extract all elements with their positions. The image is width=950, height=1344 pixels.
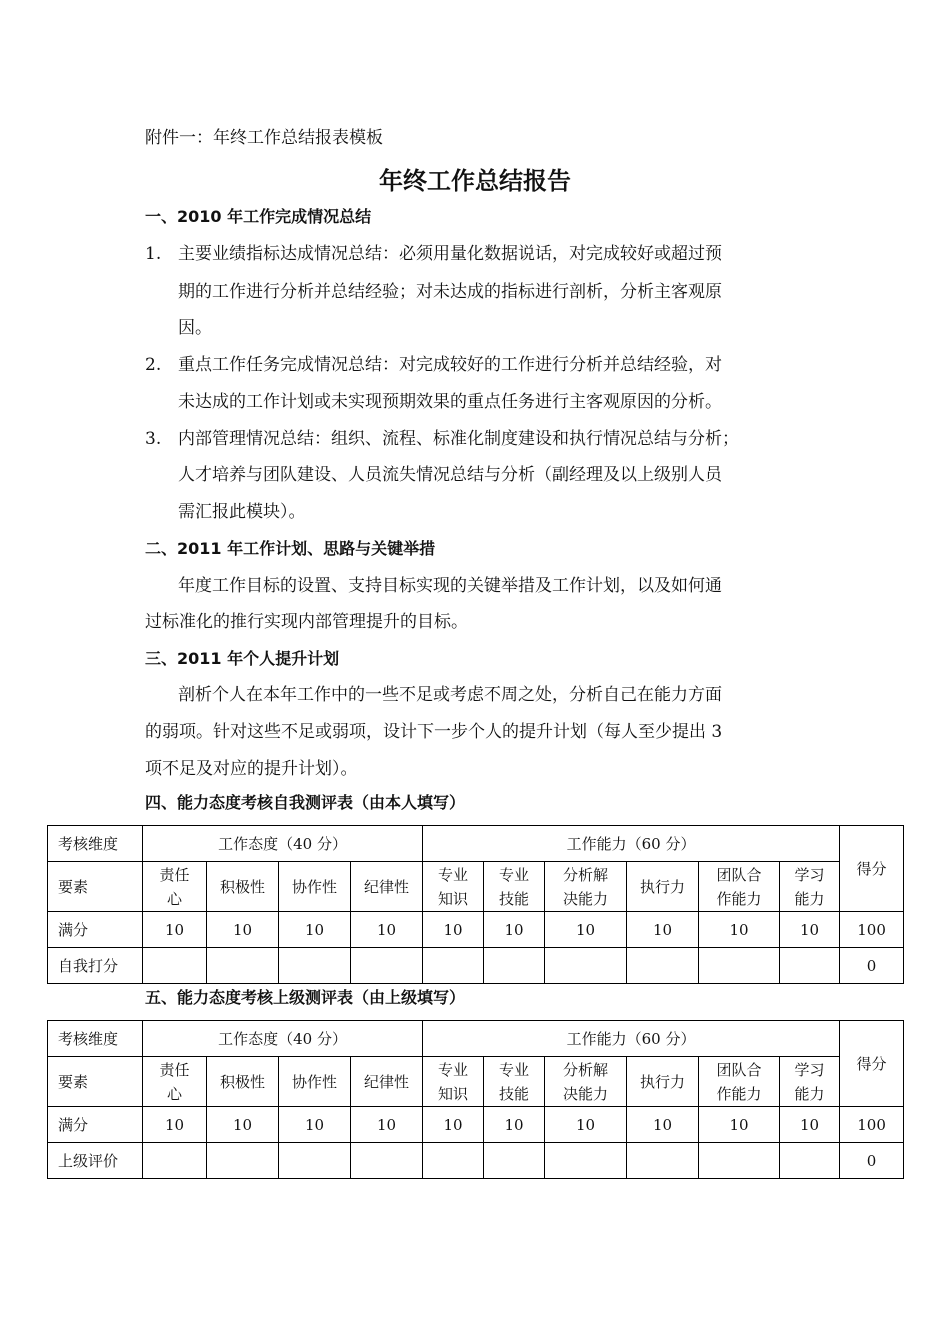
full-score-cell: 10 xyxy=(699,1107,780,1143)
element-problem-solving xyxy=(545,1057,627,1107)
element-text: 协作性 xyxy=(291,877,337,896)
attachment-label: 附件一：年终工作总结报表模板 xyxy=(145,128,383,148)
element-text: 能力 xyxy=(794,1084,825,1103)
element-text: 知识 xyxy=(438,1084,469,1103)
item2-line1: 重点工作任务完成情况总结：对完成较好的工作进行分析并总结经验，对 xyxy=(178,355,722,375)
page-title: 年终工作总结报告 xyxy=(379,167,571,195)
self-rating-label: 自我打分 xyxy=(48,948,143,984)
element-text: 专业 xyxy=(438,865,469,884)
element-professional-skills xyxy=(484,1057,545,1107)
score-header: 得分 xyxy=(840,826,904,912)
ability-header: 工作能力（60 分） xyxy=(423,1021,840,1057)
rating-cell[interactable] xyxy=(545,948,627,984)
full-score-cell: 10 xyxy=(699,912,780,948)
element-text: 积极性 xyxy=(219,877,265,896)
element-text: 分析解 xyxy=(563,1060,609,1079)
item3-number: 3. xyxy=(145,429,162,449)
section3-heading: 三、2011 年个人提升计划 xyxy=(145,649,340,668)
rating-cell[interactable] xyxy=(484,1143,545,1179)
rating-cell[interactable] xyxy=(351,1143,423,1179)
score-header: 得分 xyxy=(840,1021,904,1107)
element-professional-knowledge xyxy=(423,1057,484,1107)
attitude-header: 工作态度（40 分） xyxy=(143,826,423,862)
section1-heading: 一、2010 年工作完成情况总结 xyxy=(145,207,372,226)
element-teamwork xyxy=(699,1057,780,1107)
item1-number: 1. xyxy=(145,244,162,264)
full-score-label: 满分 xyxy=(48,1107,143,1143)
dimension-label: 考核维度 xyxy=(48,826,143,862)
rating-cell[interactable] xyxy=(143,948,207,984)
rating-cell[interactable] xyxy=(780,948,840,984)
element-text: 技能 xyxy=(499,1084,530,1103)
rating-cell[interactable] xyxy=(699,948,780,984)
element-text: 学习 xyxy=(794,1060,825,1079)
element-text: 心 xyxy=(166,889,182,908)
rating-cell[interactable] xyxy=(207,948,279,984)
element-text: 决能力 xyxy=(563,1084,609,1103)
rating-cell[interactable] xyxy=(423,1143,484,1179)
full-score-cell: 10 xyxy=(351,912,423,948)
rating-total: 0 xyxy=(840,1143,904,1179)
element-text: 能力 xyxy=(794,889,825,908)
item1-line2: 期的工作进行分析并总结经验；对未达成的指标进行剖析，分析主客观原 xyxy=(178,282,722,302)
element-text: 责任 xyxy=(159,865,190,884)
item3-line3: 需汇报此模块）。 xyxy=(178,502,306,522)
element-label: 要素 xyxy=(48,1057,143,1107)
full-score-label: 满分 xyxy=(48,912,143,948)
full-score-cell: 10 xyxy=(780,912,840,948)
ability-header: 工作能力（60 分） xyxy=(423,826,840,862)
element-professional-skills xyxy=(484,862,545,912)
full-score-total: 100 xyxy=(840,912,904,948)
element-problem-solving xyxy=(545,862,627,912)
element-text: 团队合 xyxy=(716,1060,762,1079)
element-execution xyxy=(627,862,699,912)
element-text: 团队合 xyxy=(716,865,762,884)
attitude-header: 工作态度（40 分） xyxy=(143,1021,423,1057)
element-initiative xyxy=(207,862,279,912)
full-score-cell: 10 xyxy=(279,912,351,948)
section2-heading: 二、2011 年工作计划、思路与关键举措 xyxy=(145,539,436,558)
rating-cell[interactable] xyxy=(484,948,545,984)
element-text: 作能力 xyxy=(716,889,762,908)
element-text: 知识 xyxy=(438,889,469,908)
element-text: 责任 xyxy=(159,1060,190,1079)
element-text: 积极性 xyxy=(219,1072,265,1091)
element-text: 纪律性 xyxy=(364,877,410,896)
item2-number: 2. xyxy=(145,355,162,375)
supervisor-rating-label: 上级评价 xyxy=(48,1143,143,1179)
element-text: 决能力 xyxy=(563,889,609,908)
section2-line2: 过标准化的推行实现内部管理提升的目标。 xyxy=(145,612,468,632)
rating-cell[interactable] xyxy=(351,948,423,984)
element-discipline xyxy=(351,862,423,912)
full-score-cell: 10 xyxy=(351,1107,423,1143)
element-initiative xyxy=(207,1057,279,1107)
dimension-label: 考核维度 xyxy=(48,1021,143,1057)
full-score-cell: 10 xyxy=(423,1107,484,1143)
rating-cell[interactable] xyxy=(545,1143,627,1179)
section3-line3: 项不足及对应的提升计划）。 xyxy=(145,759,358,779)
rating-cell[interactable] xyxy=(143,1143,207,1179)
element-text: 学习 xyxy=(794,865,825,884)
element-text: 技能 xyxy=(499,889,530,908)
element-text: 协作性 xyxy=(291,1072,337,1091)
full-score-cell: 10 xyxy=(484,912,545,948)
rating-cell[interactable] xyxy=(279,1143,351,1179)
section5-heading: 五、能力态度考核上级测评表（由上级填写） xyxy=(145,988,466,1007)
element-learning xyxy=(780,1057,840,1107)
element-execution xyxy=(627,1057,699,1107)
element-text: 专业 xyxy=(438,1060,469,1079)
rating-total: 0 xyxy=(840,948,904,984)
section4-heading: 四、能力态度考核自我测评表（由本人填写） xyxy=(145,793,466,812)
element-responsibility xyxy=(143,1057,207,1107)
element-teamwork xyxy=(699,862,780,912)
section3-line1: 剖析个人在本年工作中的一些不足或考虑不周之处，分析自己在能力方面 xyxy=(178,685,722,705)
full-score-cell: 10 xyxy=(143,912,207,948)
item1-line1: 主要业绩指标达成情况总结：必须用量化数据说话，对完成较好或超过预 xyxy=(178,244,722,264)
element-responsibility xyxy=(143,862,207,912)
element-cooperation xyxy=(279,862,351,912)
item1-line3: 因。 xyxy=(178,318,212,338)
full-score-cell: 10 xyxy=(423,912,484,948)
element-text: 纪律性 xyxy=(364,1072,410,1091)
self-evaluation-table xyxy=(47,825,904,984)
rating-cell[interactable] xyxy=(207,1143,279,1179)
element-text: 分析解 xyxy=(563,865,609,884)
full-score-cell: 10 xyxy=(484,1107,545,1143)
full-score-cell: 10 xyxy=(627,912,699,948)
element-text: 专业 xyxy=(499,1060,530,1079)
section2-line1: 年度工作目标的设置、支持目标实现的关键举措及工作计划，以及如何通 xyxy=(178,576,722,596)
rating-cell[interactable] xyxy=(699,1143,780,1179)
section3-line2: 的弱项。针对这些不足或弱项，设计下一步个人的提升计划（每人至少提出 3 xyxy=(145,722,723,742)
element-text: 作能力 xyxy=(716,1084,762,1103)
rating-cell[interactable] xyxy=(279,948,351,984)
rating-cell[interactable] xyxy=(780,1143,840,1179)
full-score-cell: 10 xyxy=(780,1107,840,1143)
element-learning xyxy=(780,862,840,912)
full-score-cell: 10 xyxy=(143,1107,207,1143)
full-score-cell: 10 xyxy=(207,912,279,948)
element-text: 执行力 xyxy=(640,877,686,896)
full-score-cell: 10 xyxy=(207,1107,279,1143)
full-score-cell: 10 xyxy=(279,1107,351,1143)
rating-cell[interactable] xyxy=(627,1143,699,1179)
element-label: 要素 xyxy=(48,862,143,912)
element-professional-knowledge xyxy=(423,862,484,912)
item2-line2: 未达成的工作计划或未实现预期效果的重点任务进行主客观原因的分析。 xyxy=(178,392,722,412)
item3-line2: 人才培养与团队建设、人员流失情况总结与分析（副经理及以上级别人员 xyxy=(178,465,722,485)
element-text: 专业 xyxy=(499,865,530,884)
element-text: 执行力 xyxy=(640,1072,686,1091)
rating-cell[interactable] xyxy=(423,948,484,984)
element-discipline xyxy=(351,1057,423,1107)
supervisor-evaluation-table xyxy=(47,1020,904,1179)
full-score-total: 100 xyxy=(840,1107,904,1143)
item3-line1: 内部管理情况总结：组织、流程、标准化制度建设和执行情况总结与分析； xyxy=(178,429,739,449)
element-text: 心 xyxy=(166,1084,182,1103)
rating-cell[interactable] xyxy=(627,948,699,984)
full-score-cell: 10 xyxy=(545,912,627,948)
full-score-cell: 10 xyxy=(627,1107,699,1143)
element-cooperation xyxy=(279,1057,351,1107)
full-score-cell: 10 xyxy=(545,1107,627,1143)
